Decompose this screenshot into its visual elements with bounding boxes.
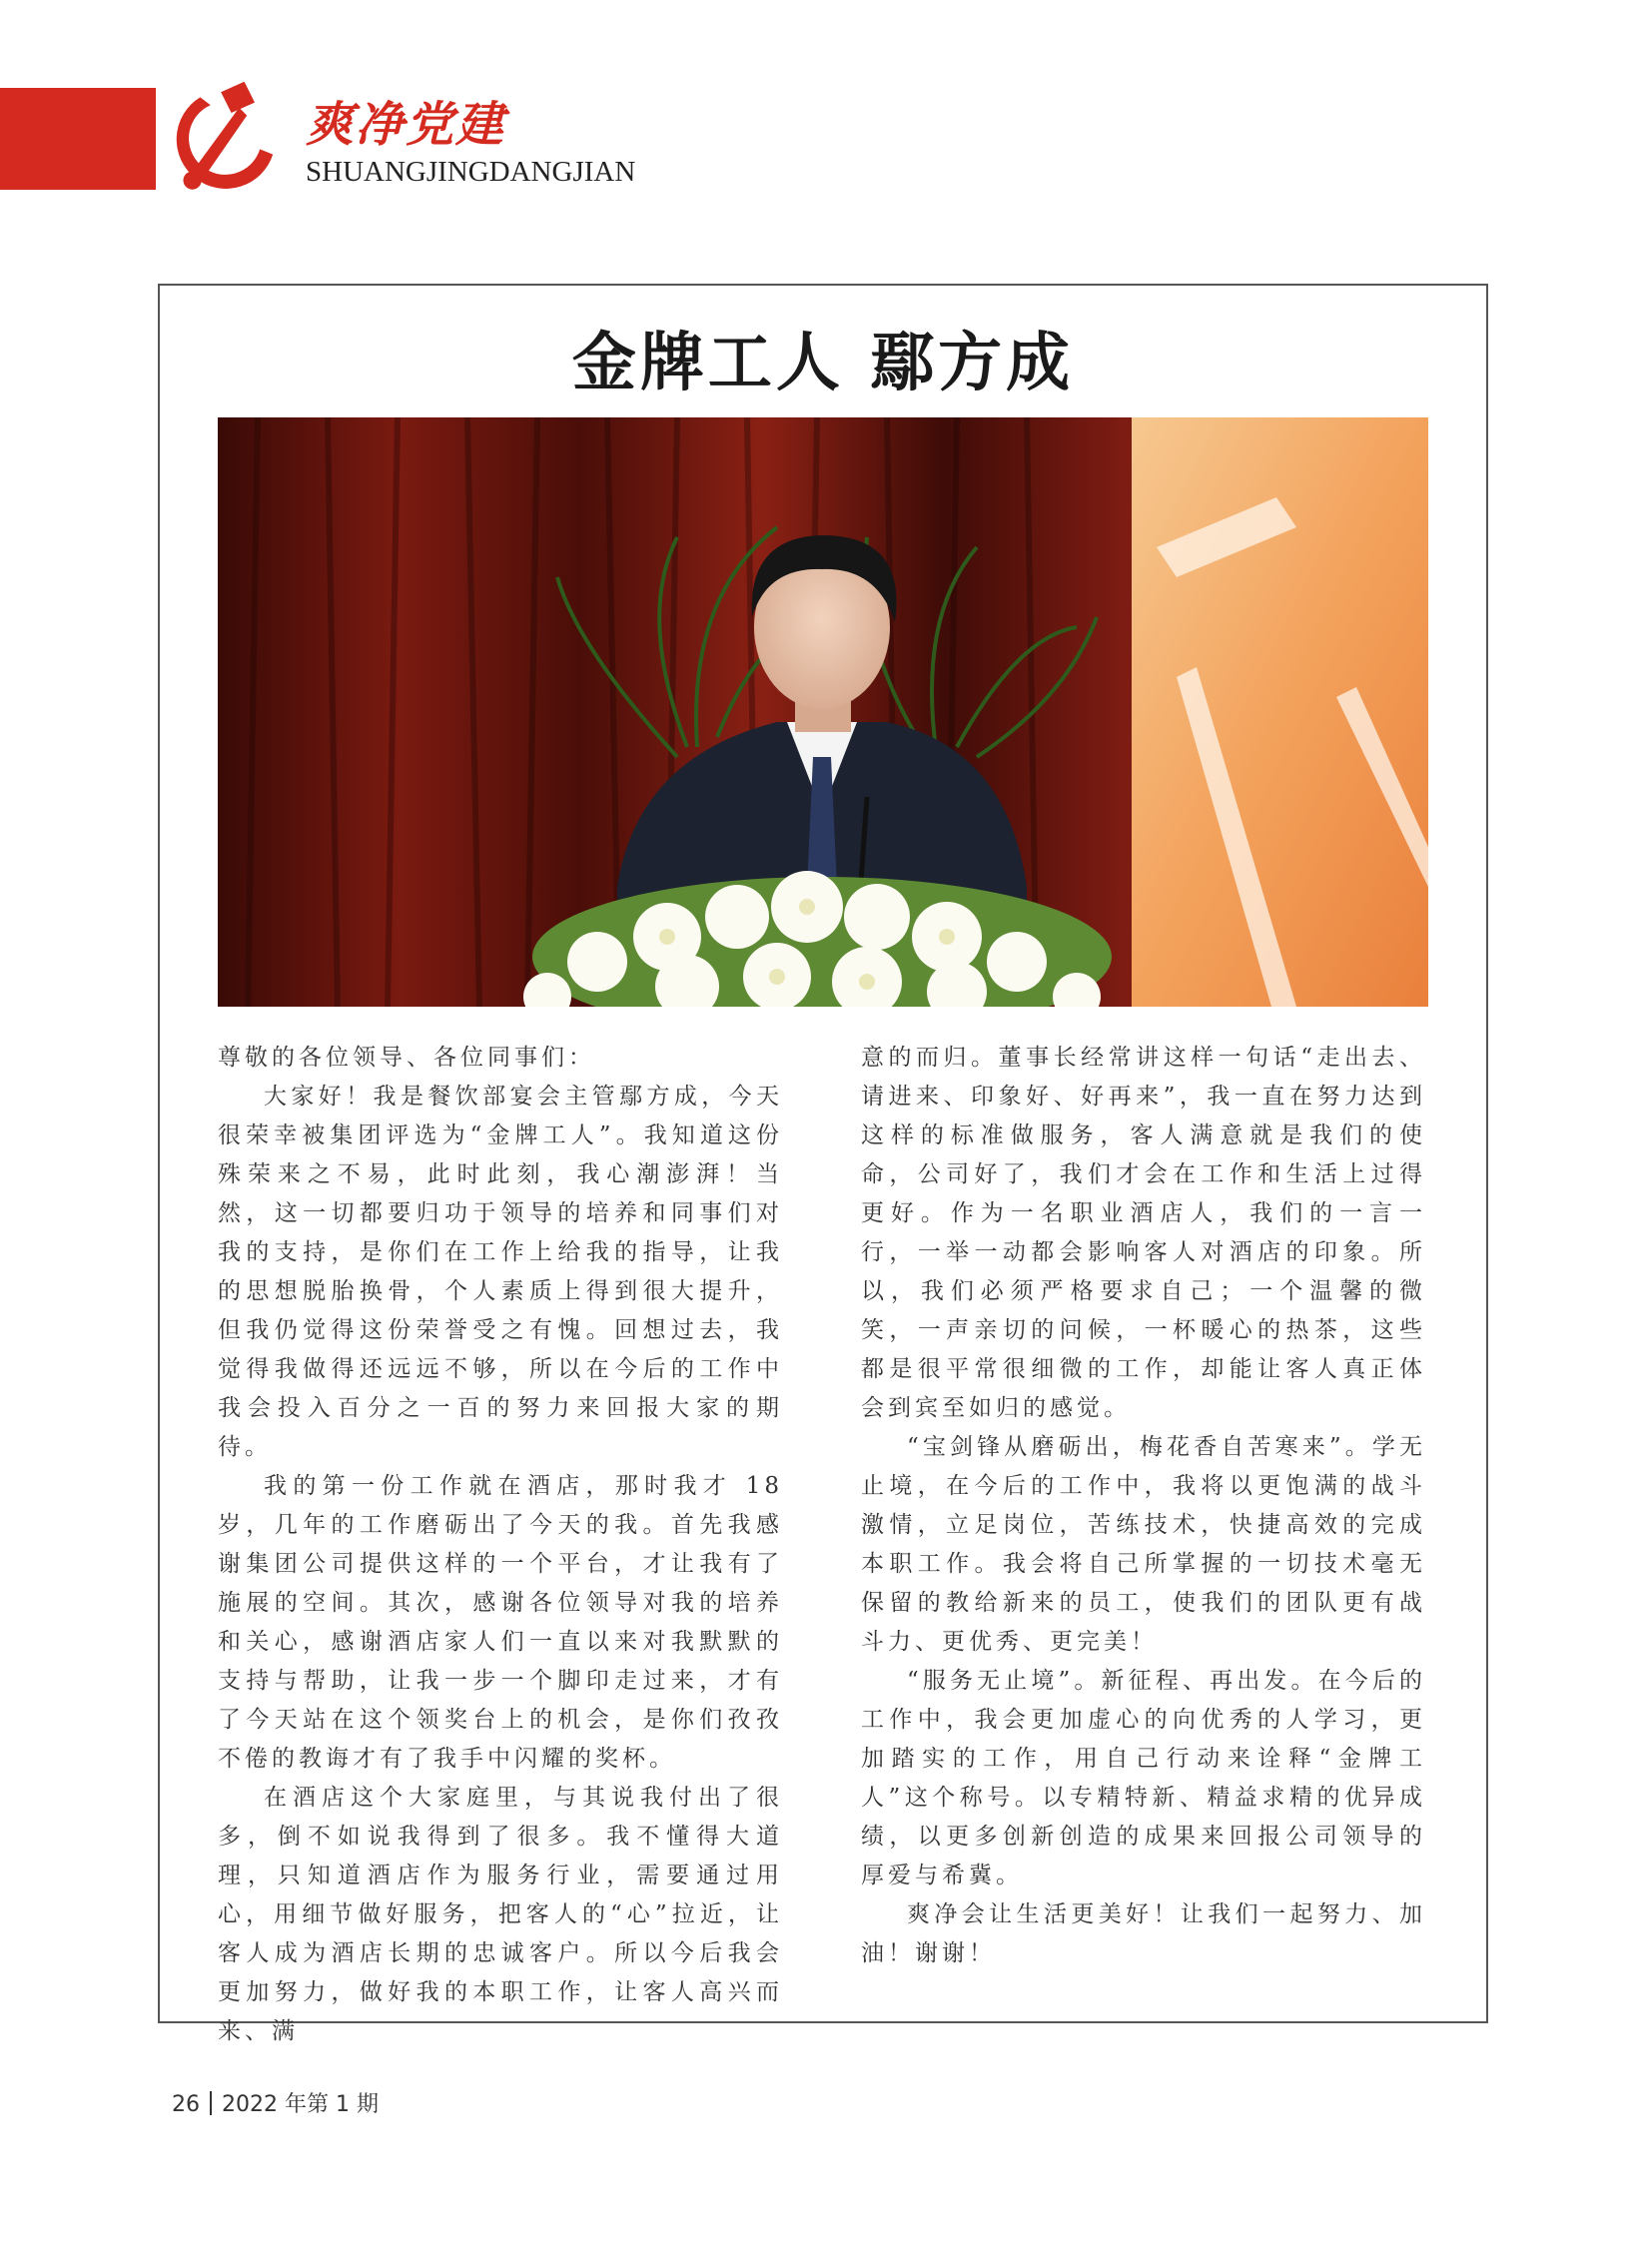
footer-divider — [210, 2091, 212, 2115]
header-red-block — [0, 88, 156, 190]
body-paragraph: 意的而归。董事长经常讲这样一句话“走出去、请进来、印象好、好再来”，我一直在努力达到这样的标准做服务，客人满意就是我们的使命，公司好了，我们才会在工作和生活上过得更好。作为一名职业酒店人，我们的一言一行，一举一动都会影响客人对酒店的印象。所以，我们必须严格要求自己；一个温馨的微笑，一声亲切的问候，一杯暖心的热茶，这些都是很平常很细微的工作，却能让客人真正体会到宾至如归的感觉。 — [861, 1045, 1426, 1421]
hammer-and-sickle-icon — [162, 74, 296, 204]
article-title: 金牌工人 鄢方成 — [571, 326, 1075, 400]
body-paragraph: 大家好！我是餐饮部宴会主管鄢方成，今天很荣幸被集团评选为“金牌工人”。我知道这份殊荣来之不易，此时此刻，我心潮澎湃！当然，这一切都要归功于领导的培养和同事们对我的支持，是你们在工作上给我的指导，让我的思想脱胎换骨，个人素质上得到很大提升，但我仍觉得这份荣誉受之有愧。回想过去，我觉得我做得还远远不够，所以在今后的工作中我会投入百分之一百的努力来回报大家的期待。 — [218, 1084, 783, 1460]
article-left-column — [218, 1039, 783, 2051]
body-paragraph: “服务无止境”。新征程、再出发。在今后的工作中，我会更加虚心的向优秀的人学习，更加踏实的工作，用自己行动来诠释“金牌工人”这个称号。以专精特新、精益求精的优异成绩，以更多创新创造的成果来回报公司领导的厚爱与希冀。 — [861, 1668, 1426, 1888]
brand-name-pinyin: SHUANGJINGDANGJIAN — [306, 156, 636, 188]
salutation-paragraph: 尊敬的各位领导、各位同事们： — [218, 1045, 595, 1071]
closing-paragraph: 爽净会让生活更美好！让我们一起努力、加油！谢谢！ — [861, 1901, 1426, 1966]
issue-label: 2022 年第 1 期 — [222, 2092, 379, 2117]
page-footer — [172, 2087, 379, 2118]
body-paragraph: 在酒店这个大家庭里，与其说我付出了很多，倒不如说我得到了很多。我不懂得大道理，只知道酒店作为服务行业，需要通过用心，用细节做好服务，把客人的“心”拉近，让客人成为酒店长期的忠诚客户。所以今后我会更加努力，做好我的本职工作，让客人高兴而来、满 — [218, 1785, 783, 2044]
body-paragraph: “宝剑锋从磨砺出，梅花香自苦寒来”。学无止境，在今后的工作中，我将以更饱满的战斗激情，立足岗位，苦练技术，快捷高效的完成本职工作。我会将自己所掌握的一切技术毫无保留的教给新来的员工，使我们的团队更有战斗力、更优秀、更完美！ — [861, 1434, 1426, 1655]
brand-name-chinese: 爽净党建 — [306, 97, 506, 153]
page-number: 26 — [172, 2092, 200, 2117]
article-right-column — [861, 1039, 1426, 1973]
speaker-at-podium-photo — [218, 417, 1428, 1007]
body-paragraph: 我的第一份工作就在酒店，那时我才 18 岁，几年的工作磨砺出了今天的我。首先我感谢集团公司提供这样的一个平台，才让我有了施展的空间。其次，感谢各位领导对我的培养和关心，感谢酒店家人们一直以来对我默默的支持与帮助，让我一步一个脚印走过来，才有了今天站在这个领奖台上的机会，是你们孜孜不倦的教诲才有了我手中闪耀的奖杯。 — [218, 1473, 783, 1772]
